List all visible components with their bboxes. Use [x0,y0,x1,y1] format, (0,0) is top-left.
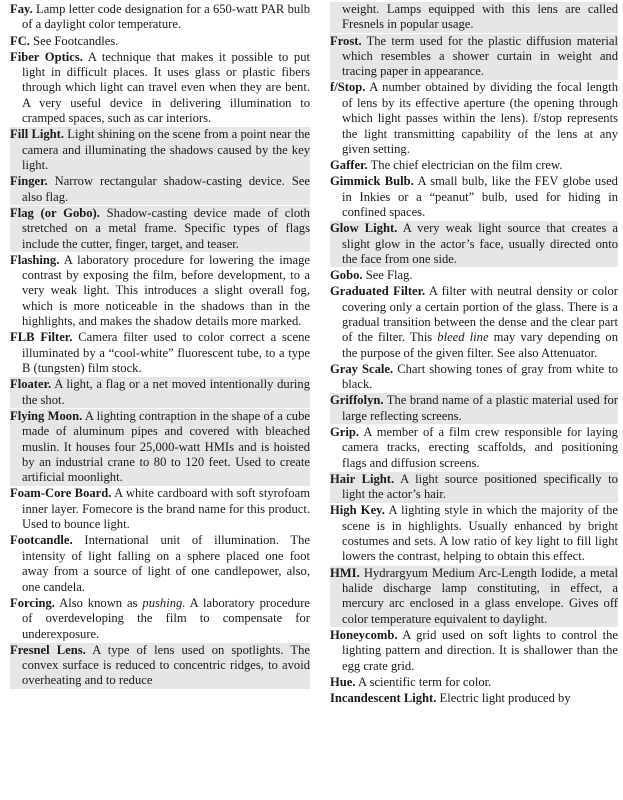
entry-term: Griffolyn. [330,393,384,408]
entry-term: Flag (or Gobo). [10,205,100,220]
entry-term: f/Stop. [330,80,366,95]
glossary-entry-finger [10,174,310,205]
left-column [10,2,310,800]
entry-term: Fill Light. [10,127,64,142]
entry-term: Graduated Filter. [330,284,426,299]
glossary-entry-continued [330,2,618,33]
glossary-entry-hair-light [330,472,618,503]
entry-term: FLB Filter. [10,330,73,345]
entry-term: Foam-Core Board. [10,486,112,501]
glossary-entry-flag-or-gobo [10,206,310,252]
entry-definition: A lighting contraption in the shape of a cube made of aluminum pipes and covered with bleached muslin. It houses four 25,000-watt HMIs and is hoisted by an industrial crane to 80 to 120 feet. Used to create artificial moonlight. [22,408,310,485]
entry-term: Gobo. [330,268,363,283]
entry-definition: A lighting style in which the majority of the scene is in highlights. Usually enhanced by bright costumes and sets. A low ratio of key light to fill light lowers the contrast, helping to obtain this effect. [342,503,618,564]
entry-definition: Hydrargyum Medium Arc-Length Iodide, a metal halide discharge lamp constituting, in effect, a mercury arc enclosed in a glass envelope. Gives off color temperature equivalent to daylight. [342,565,618,626]
entry-definition: A type of lens used on spotlights. The convex surface is reduced to concentric ridges, to avoid overheating and to reduce [22,642,310,688]
entry-term: Gimmick Bulb. [330,174,414,189]
glossary-entry-floater [10,377,310,408]
entry-term: Forcing. [10,595,55,610]
entry-definition: A laboratory procedure of overdeveloping the film to compensate for underexposure. [22,595,310,641]
entry-term: Fresnel Lens. [10,642,86,657]
glossary-entry-gimmick-bulb [330,174,618,220]
glossary-entry-fill-light [10,127,310,173]
glossary-entry-griffolyn [330,393,618,424]
glossary-entry-f-stop [330,80,618,157]
entry-definition: Electric light produced by [439,690,571,705]
glossary-entry-flashing [10,253,310,330]
entry-definition: A white cardboard with soft styrofoam inner layer. Fomecore is the brand name for this product. Used to bounce light. [22,486,310,532]
glossary-entry-gray-scale [330,362,618,393]
entry-definition: The term used for the plastic diffusion material which resembles a shower curtain in weight and tracing paper in appearance. [342,33,618,79]
entry-definition: A small bulb, like the FEV globe used in Inkies or a “peanut” bulb, used for hiding in confined spaces. [342,174,618,220]
entry-term: Footcandle. [10,533,73,548]
glossary-entry-glow-light [330,221,618,267]
entry-definition: A very weak light source that creates a slight glow in the actor’s face, usually directed onto the face from one side. [342,221,618,266]
glossary-entry-hue [330,675,618,690]
entry-definition: Lamp letter code designation for a 650-watt PAR bulb of a daylight color temperature. [22,2,310,32]
entry-term: Finger. [10,174,48,189]
entry-term: HMI. [330,565,360,580]
entry-term: Flying Moon. [10,408,83,423]
entry-term: Frost. [330,33,362,48]
glossary-entry-gobo [330,268,618,283]
glossary-entry-gaffer [330,158,618,173]
entry-term: Gaffer. [330,158,368,173]
glossary-entry-fresnel-lens [10,643,310,689]
entry-definition: A light, a flag or a net moved intentionally during the shot. [22,377,310,407]
glossary-entry-incandescent-light [330,691,618,706]
entry-definition: A number obtained by dividing the focal length of lens by its effective aperture (the opening through which light passes within the lens). f/stop represents the light transmitting capability of the lens at any given setting. [342,80,618,157]
entry-definition: Camera filter used to color correct a scene illuminated by a “cool-white” fluorescent tube, to a type B (tungsten) film stock. [22,330,310,376]
glossary-entry-fay [10,2,310,33]
entry-term: Floater. [10,377,52,392]
glossary-entry-high-key [330,503,618,565]
entry-definition: A technique that makes it possible to put light in difficult places. It uses glass or plastic fibers through which light can travel even when they are bent. A very useful device in delivering illumination to cramped spaces, such as car interiors. [22,49,310,126]
glossary-entry-footcandle [10,533,310,595]
entry-definition: A grid used on soft lights to control the lighting pattern and direction. It is shallower than the egg crate grid. [342,627,618,673]
entry-definition-emphasis: bleed line [437,330,489,345]
glossary-entry-forcing [10,596,310,642]
entry-definition: The chief electrician on the film crew. [370,158,563,173]
glossary-entry-graduated-filter [330,284,618,361]
entry-term: Hair Light. [330,471,395,486]
glossary-entry-fiber-optics [10,50,310,127]
entry-definition: International unit of illumination. The intensity of light falling on a sphere placed one foot away from a source of light of one candlepower, also, one candela. [22,533,310,594]
entry-term: Incandescent Light. [330,690,437,705]
entry-definition: Light shining on the scene from a point near the camera and illuminating the shadows caused by the key light. [22,127,310,173]
glossary-entry-fc [10,34,310,49]
entry-definition: Chart showing tones of gray from white to black. [342,361,618,392]
entry-definition: A laboratory procedure for lowering the image contrast by exposing the film, before development, to a very weak light. This introduces a slight overall fog, which is more noticeable in the shadows than in the highlights, and makes the shadow details more marked. [22,252,310,329]
entry-term: Gray Scale. [330,361,394,376]
right-column [330,2,618,800]
entry-definition: Narrow rectangular shadow-casting device. See also flag. [22,174,310,204]
glossary-entry-hmi [330,566,618,628]
glossary-entry-grip [330,425,618,471]
entry-term: High Key. [330,503,385,518]
entry-definition: weight. Lamps equipped with this lens are called Fresnels in popular usage. [342,2,618,32]
entry-definition: A filter with neutral density or color covering only a certain portion of the glass. There is a gradual transition between the dense and the clear part of the filter. This [342,284,618,345]
entry-term: Glow Light. [330,221,398,236]
glossary-entry-frost [330,34,618,80]
entry-term: Hue. [330,674,356,689]
glossary-entry-flying-moon [10,409,310,486]
entry-definition: A scientific term for color. [358,674,492,689]
entry-definition: Also known as [59,595,143,610]
entry-term: Grip. [330,424,360,439]
entry-definition: may vary depending on the purpose of the given filter. See also Attenuator. [342,330,618,360]
entry-term: Flashing. [10,252,60,267]
entry-definition: Shadow-casting device made of cloth stretched on a metal frame. Specific types of flags include the cutter, finger, target, and teaser. [22,205,310,251]
entry-definition: A member of a film crew responsible for laying camera tracks, erecting scaffolds, and positioning flags and diffusion screens. [342,424,618,470]
entry-definition: The brand name of a plastic material used for large reflecting screens. [342,393,619,423]
glossary-entry-foam-core-board [10,486,310,532]
glossary-entry-honeycomb [330,628,618,674]
entry-term: Fay. [10,2,33,16]
entry-definition: See Footcandles. [33,33,119,48]
entry-term: FC. [10,33,30,48]
entry-definition-emphasis: pushing. [142,595,186,610]
entry-definition: A light source positioned specifically to light the actor’s hair. [342,471,618,502]
entry-definition: See Flag. [365,268,413,283]
entry-term: Honeycomb. [330,627,398,642]
glossary-entry-flb-filter [10,330,310,376]
entry-term: Fiber Optics. [10,49,83,64]
